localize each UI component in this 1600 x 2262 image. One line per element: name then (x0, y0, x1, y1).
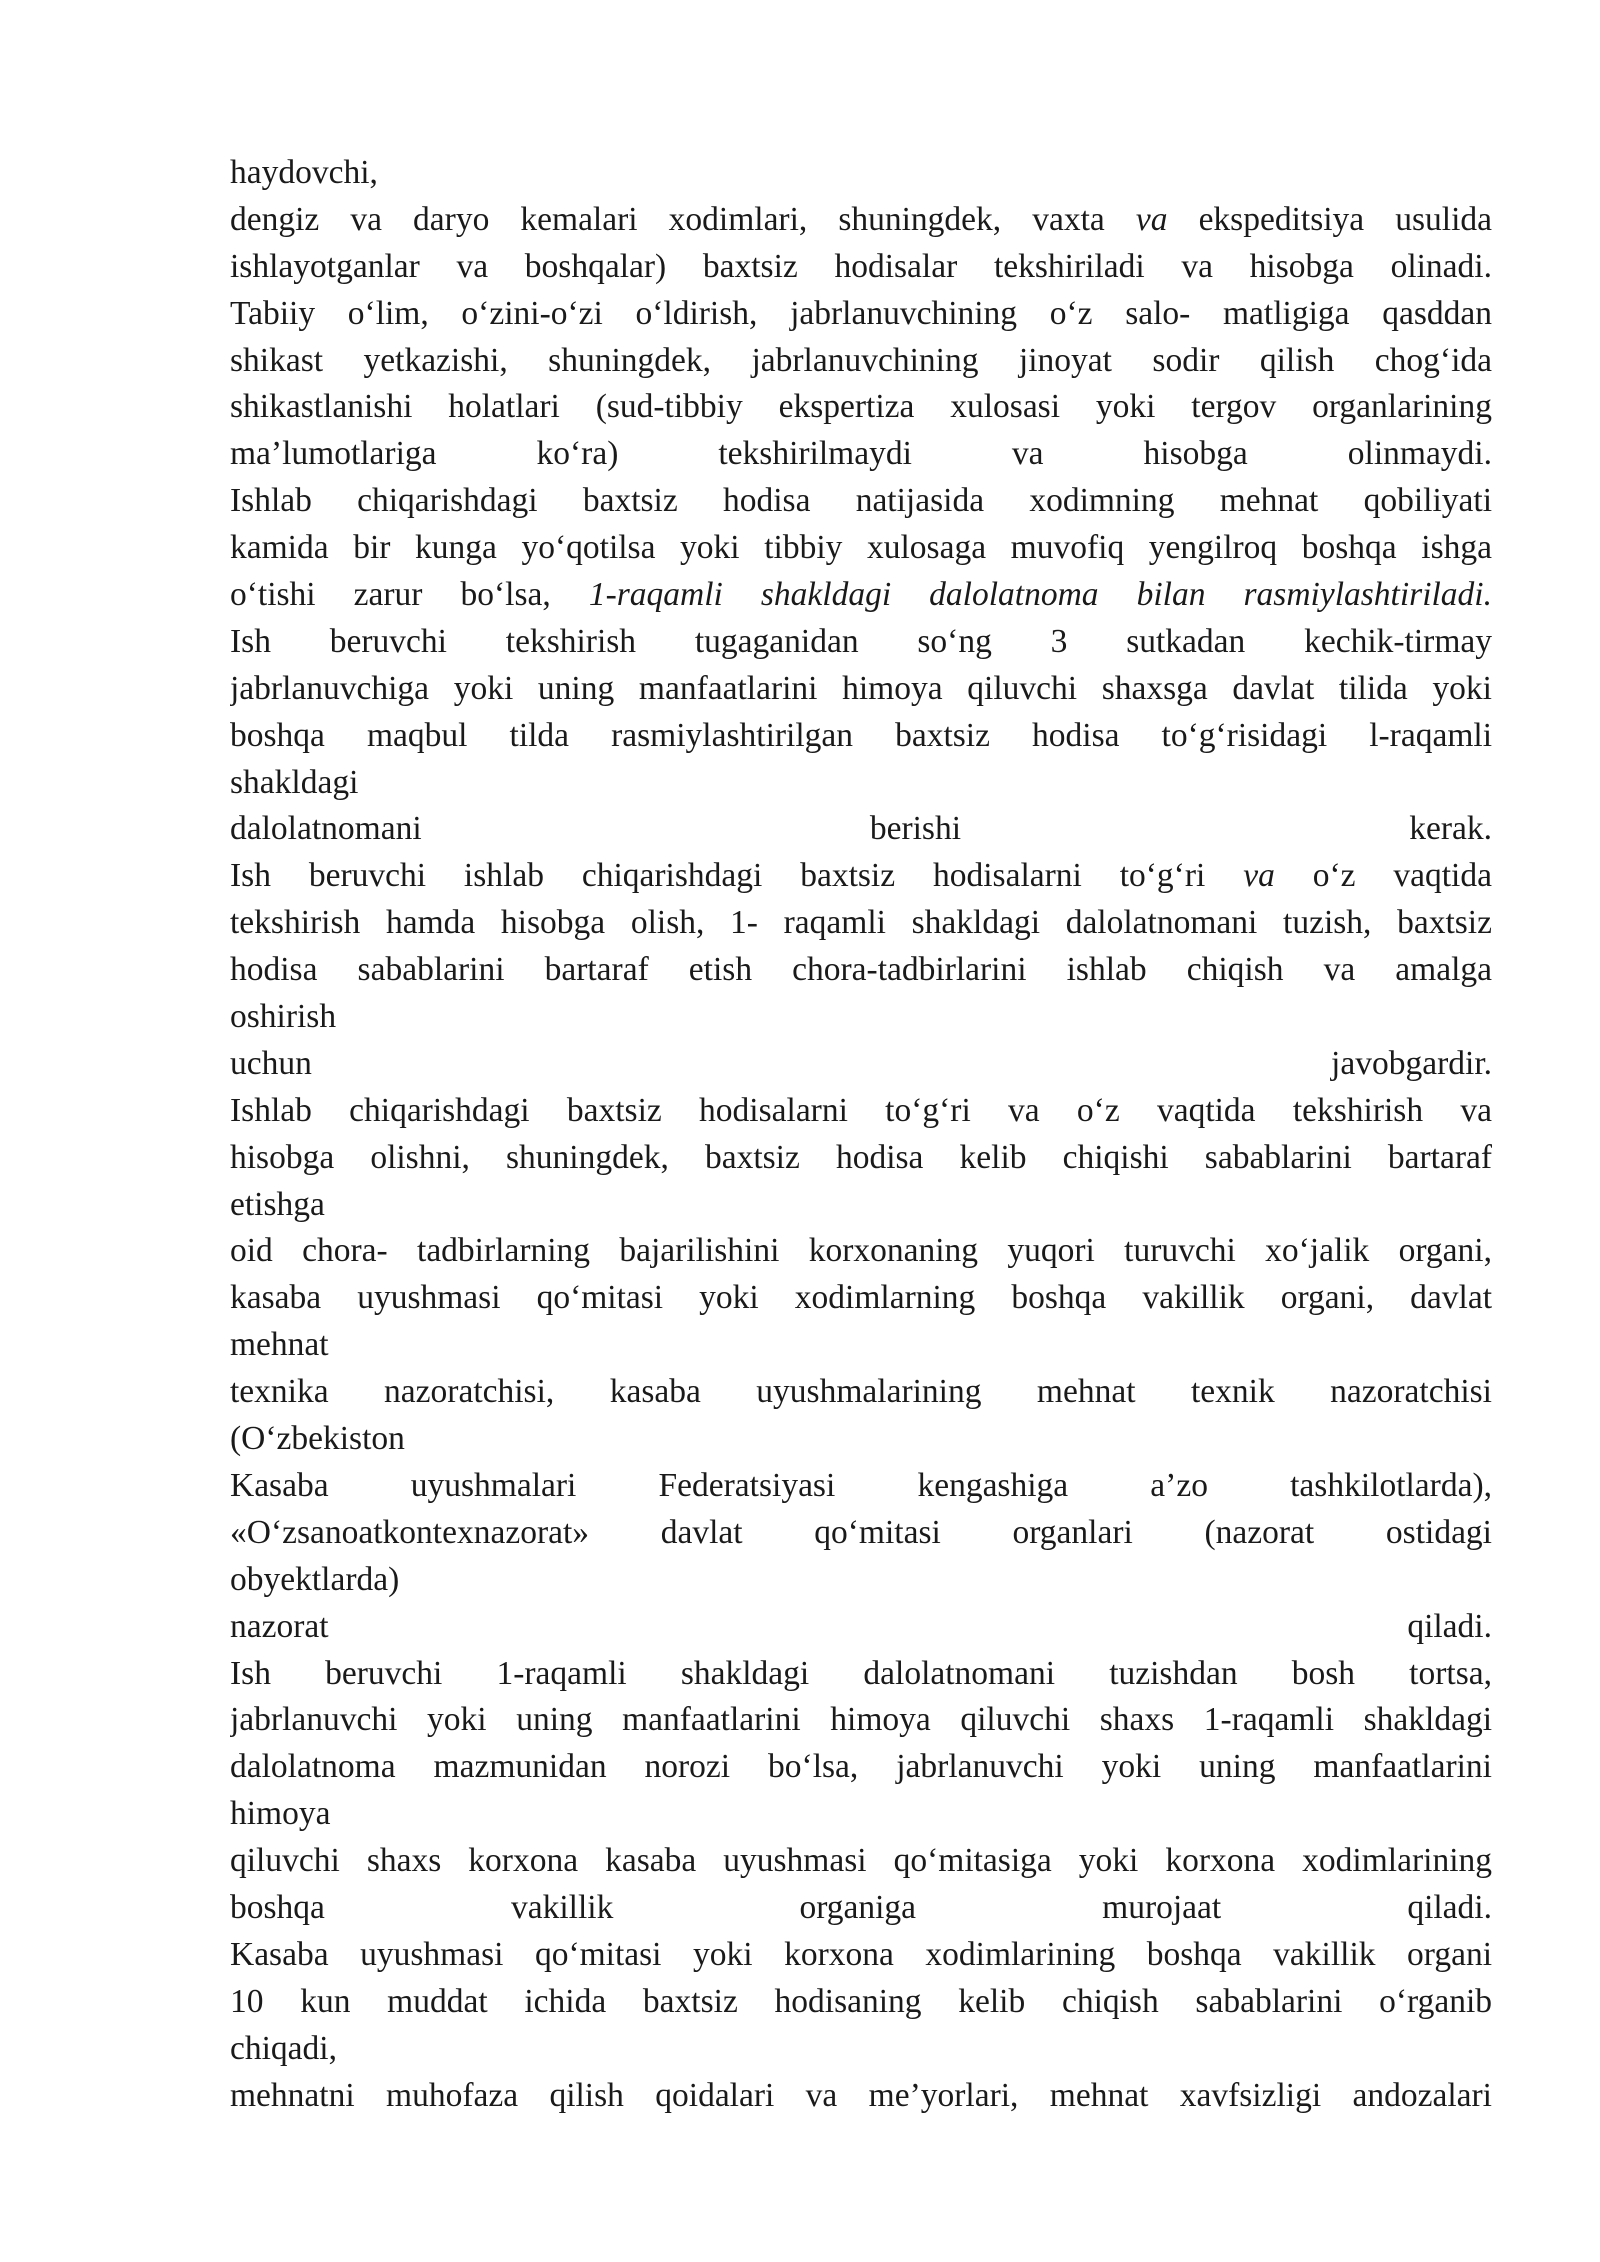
text-segment: Ish beruvchi tekshirish tugaganidan so‘ng 3 sutkadan kechik-tirmay (230, 622, 1492, 660)
text-segment: ekspeditsiya usulida (1167, 200, 1492, 238)
text-line (230, 1979, 1492, 2026)
text-line (230, 572, 1492, 619)
text-line (230, 1041, 1492, 1088)
text-line (230, 1135, 1492, 1182)
text-segment: Ish beruvchi ishlab chiqarishdagi baxtsiz hodisalarni to‘g‘ri (230, 857, 1244, 895)
text-line (230, 1791, 1492, 1838)
text-segment: Kasaba uyushmalari Federatsiyasi kengashiga a’zo tashkilotlarda), (230, 1466, 1492, 1504)
text-line (230, 1885, 1492, 1932)
text-segment: qiluvchi shaxs korxona kasaba uyushmasi qo‘mitasiga yoki korxona xodimlarining (230, 1842, 1492, 1880)
text-line (230, 1088, 1492, 1135)
text-line (230, 900, 1492, 947)
text-segment: tekshirish hamda hisobga olish, 1- raqamli shakldagi dalolatnomani tuzish, baxtsiz (230, 904, 1492, 942)
text-segment: etishga (230, 1185, 325, 1223)
text-segment: Ishlab chiqarishdagi baxtsiz hodisa natijasida xodimning mehnat qobiliyati (230, 482, 1492, 520)
text-segment: Ish beruvchi 1-raqamli shakldagi dalolatnomani tuzishdan bosh tortsa, (230, 1654, 1492, 1692)
text-segment: kasaba uyushmasi qo‘mitasi yoki xodimlarning boshqa vakillik organi, davlat (230, 1279, 1492, 1317)
text-segment: dengiz va daryo kemalari xodimlari, shuningdek, vaxta (230, 200, 1136, 238)
text-line (230, 1744, 1492, 1791)
text-segment: shikastlanishi holatlari (sud-tibbiy ekspertiza xulosasi yoki tergov organlarining (230, 388, 1492, 426)
text-segment: ishlayotganlar va boshqalar) baxtsiz hodisalar tekshiriladi va hisobga olinadi. (230, 247, 1492, 285)
text-segment: nazorat qiladi. (230, 1607, 1492, 1645)
text-line (230, 1651, 1492, 1698)
text-segment: dalolatnomani berishi kerak. (230, 810, 1492, 848)
text-segment: shikast yetkazishi, shuningdek, jabrlanuvchining jinoyat sodir qilish chog‘ida (230, 341, 1492, 379)
text-line (230, 760, 1492, 807)
text-line (230, 1510, 1492, 1557)
text-segment: haydovchi, (230, 154, 378, 191)
text-segment: hisobga olishni, shuningdek, baxtsiz hodisa kelib chiqishi sabablarini bartaraf (230, 1138, 1492, 1176)
text-segment: mehnat (230, 1326, 329, 1364)
text-line (230, 244, 1492, 291)
text-line (230, 1604, 1492, 1651)
text-line (230, 1463, 1492, 1510)
text-line (230, 291, 1492, 338)
text-segment: boshqa maqbul tilda rasmiylashtirilgan baxtsiz hodisa to‘g‘risidagi l-raqamli (230, 716, 1492, 754)
text-line (230, 619, 1492, 666)
text-line (230, 197, 1492, 244)
text-line (230, 1838, 1492, 1885)
text-line (230, 150, 1492, 197)
text-segment: uchun javobgardir. (230, 1044, 1492, 1082)
text-segment: «O‘zsanoatkontexnazorat» davlat qo‘mitasi organlari (nazorat ostidagi (230, 1513, 1492, 1551)
text-line (230, 1182, 1492, 1229)
text-line (230, 994, 1492, 1041)
text-segment: Tabiiy o‘lim, o‘zini-o‘zi o‘ldirish, jabrlanuvchining o‘z salo- matligiga qasddan (230, 294, 1492, 332)
text-segment: jabrlanuvchi yoki uning manfaatlarini himoya qiluvchi shaxs 1-raqamli shakldagi (230, 1701, 1492, 1739)
text-segment: hodisa sabablarini bartaraf etish chora-tadbirlarini ishlab chiqish va amalga (230, 951, 1492, 989)
text-segment: Kasaba uyushmasi qo‘mitasi yoki korxona xodimlarining boshqa vakillik organi (230, 1935, 1492, 1973)
text-line (230, 384, 1492, 431)
text-segment: kamida bir kunga yo‘qotilsa yoki tibbiy xulosaga muvofiq yengilroq boshqa ishga (230, 529, 1492, 567)
italic-text-segment: va (1135, 200, 1168, 238)
text-segment: jabrlanuvchiga yoki uning manfaatlarini himoya qiluvchi shaxsga davlat tilida yoki (230, 669, 1492, 707)
text-segment: (O‘zbekiston (230, 1420, 405, 1458)
text-line (230, 1228, 1492, 1275)
text-segment: o‘tishi zarur bo‘lsa, (230, 576, 589, 614)
text-line (230, 1322, 1492, 1369)
text-line (230, 666, 1492, 713)
text-line (230, 1369, 1492, 1416)
text-line (230, 2026, 1492, 2073)
text-line (230, 947, 1492, 994)
text-line (230, 853, 1492, 900)
text-line (230, 338, 1492, 385)
text-line (230, 525, 1492, 572)
text-line (230, 431, 1492, 478)
text-line (230, 1416, 1492, 1463)
document-body (230, 150, 1492, 2119)
text-line (230, 806, 1492, 853)
text-segment: Ishlab chiqarishdagi baxtsiz hodisalarni to‘g‘ri va o‘z vaqtida tekshirish va (230, 1091, 1492, 1129)
italic-text-segment: va (1243, 857, 1275, 895)
text-line (230, 1557, 1492, 1604)
text-segment: oid chora- tadbirlarning bajarilishini korxonaning yuqori turuvchi xo‘jalik organi, (230, 1232, 1492, 1270)
text-line (230, 1275, 1492, 1322)
text-segment: oshirish (230, 998, 337, 1036)
text-segment: o‘z vaqtida (1274, 857, 1492, 895)
text-line (230, 1697, 1492, 1744)
text-line (230, 713, 1492, 760)
text-line (230, 1932, 1492, 1979)
text-segment: shakldagi (230, 763, 359, 801)
text-segment: boshqa vakillik organiga murojaat qiladi. (230, 1888, 1492, 1926)
text-line (230, 478, 1492, 525)
text-segment: 10 kun muddat ichida baxtsiz hodisaning kelib chiqish sabablarini o‘rganib (230, 1982, 1492, 2020)
italic-text-segment: 1-raqamli shakldagi dalolatnoma bilan rasmiylashtiriladi. (588, 576, 1492, 614)
text-segment: ma’lumotlariga ko‘ra) tekshirilmaydi va hisobga olinmaydi. (230, 435, 1492, 473)
text-line (230, 2073, 1492, 2120)
text-segment: texnika nazoratchisi, kasaba uyushmalarining mehnat texnik nazoratchisi (230, 1373, 1492, 1411)
text-segment: himoya (230, 1795, 331, 1833)
text-segment: dalolatnoma mazmunidan norozi bo‘lsa, jabrlanuvchi yoki uning manfaatlarini (230, 1748, 1492, 1786)
text-segment: obyektlarda) (230, 1560, 400, 1598)
text-segment: mehnatni muhofaza qilish qoidalari va me’yorlari, mehnat xavfsizligi andozalari (230, 2076, 1492, 2114)
text-segment: chiqadi, (230, 2029, 337, 2067)
